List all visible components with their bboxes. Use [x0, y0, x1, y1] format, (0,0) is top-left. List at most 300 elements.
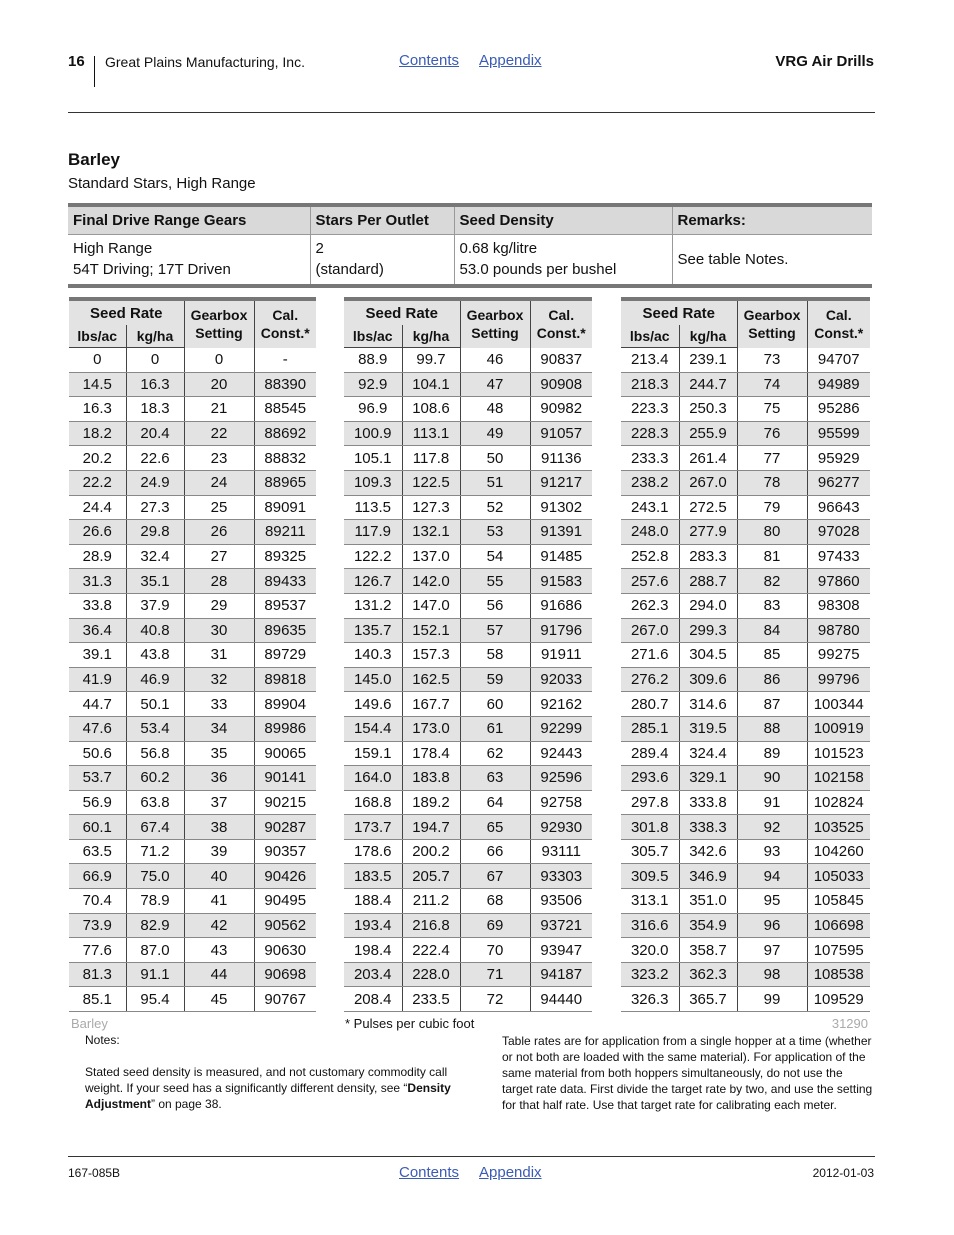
table-row: [69, 716, 316, 741]
table-cell: 63.8: [126, 790, 184, 815]
table-row: [69, 790, 316, 815]
hopper-note: Table rates are for application from a single hopper at a time (whether or not both are loaded with the same material). For application of the same material from both hoppers simultaneously, do not use the target rate data. First divide the target rate by two, and use the setting for that half rate. Use that target rate for calibrating each meter.: [502, 1034, 873, 1112]
table-cell: 244.7: [679, 372, 737, 397]
table-cell: 91217: [530, 470, 592, 495]
table-cell: 28.9: [69, 544, 126, 569]
table-cell: 159.1: [344, 741, 402, 766]
setting-label: Setting: [195, 325, 243, 342]
table-row: [621, 692, 870, 717]
stars-count: 2: [315, 240, 324, 257]
table-row: [69, 593, 316, 618]
table-row: [69, 421, 316, 446]
table-cell: 92930: [530, 815, 592, 840]
table-cell: 233.3: [621, 446, 679, 471]
table-cell: 316.6: [621, 913, 679, 938]
table-row: [69, 913, 316, 938]
section-subtitle: Standard Stars, High Range: [68, 175, 256, 192]
table-cell: 28: [184, 569, 254, 594]
table-cell: 57: [460, 618, 530, 643]
table-cell: 89537: [254, 593, 316, 618]
table-row: [344, 495, 592, 520]
table-row: [69, 470, 316, 495]
table-cell: 267.0: [621, 618, 679, 643]
table-cell: 68: [460, 889, 530, 914]
final-drive-gears: 54T Driving; 17T Driven: [73, 261, 231, 278]
table-cell: 99.7: [402, 348, 460, 373]
table-row: [621, 544, 870, 569]
table-cell: 200.2: [402, 839, 460, 864]
page-number: 16: [68, 53, 85, 70]
table-cell: 167.7: [402, 692, 460, 717]
table-cell: 24.9: [126, 470, 184, 495]
stars-cell: [310, 235, 454, 287]
table-cell: 43: [184, 938, 254, 963]
table-cell: 34: [184, 716, 254, 741]
table-cell: 89433: [254, 569, 316, 594]
table-row: [621, 962, 870, 987]
table-cell: 56.9: [69, 790, 126, 815]
table-cell: 223.3: [621, 397, 679, 422]
table-row: [344, 864, 592, 889]
table-cell: 277.9: [679, 520, 737, 545]
table-cell: 33: [184, 692, 254, 717]
table-cell: 91136: [530, 446, 592, 471]
table-cell: 108538: [807, 962, 870, 987]
table-cell: 305.7: [621, 839, 679, 864]
header-remarks: Remarks:: [672, 205, 872, 235]
table-row: [344, 667, 592, 692]
table-cell: 45: [184, 987, 254, 1012]
table-row: [69, 569, 316, 594]
contents-link[interactable]: Contents: [399, 52, 460, 69]
table-cell: 105.1: [344, 446, 402, 471]
table-cell: 83: [737, 593, 807, 618]
lbs-ac-header: lbs/ac: [621, 325, 679, 348]
table-cell: 97433: [807, 544, 870, 569]
table-cell: 79: [737, 495, 807, 520]
table-cell: 97028: [807, 520, 870, 545]
table-row: [69, 348, 316, 373]
table-cell: 88.9: [344, 348, 402, 373]
table-cell: 93506: [530, 889, 592, 914]
table-cell: 96: [737, 913, 807, 938]
table-cell: 32: [184, 667, 254, 692]
table-cell: 117.8: [402, 446, 460, 471]
table-cell: 0: [126, 348, 184, 373]
table-cell: 188.4: [344, 889, 402, 914]
seed-rate-table-1: [69, 297, 316, 1012]
table-cell: 314.6: [679, 692, 737, 717]
table-cell: 50.6: [69, 741, 126, 766]
table-row: [621, 716, 870, 741]
table-row: [69, 839, 316, 864]
table-row: [621, 790, 870, 815]
table-cell: 89635: [254, 618, 316, 643]
remarks-cell: See table Notes.: [672, 235, 872, 287]
table-cell: 90065: [254, 741, 316, 766]
table-cell: 189.2: [402, 790, 460, 815]
table-cell: 92162: [530, 692, 592, 717]
density-note-page: ” on page 38.: [151, 1097, 222, 1111]
table-cell: 142.0: [402, 569, 460, 594]
table-cell: 262.3: [621, 593, 679, 618]
table-cell: 285.1: [621, 716, 679, 741]
lbs-ac-header: lbs/ac: [69, 325, 126, 348]
table-cell: 62: [460, 741, 530, 766]
table-cell: 21: [184, 397, 254, 422]
table-row: [621, 766, 870, 791]
table-row: [69, 889, 316, 914]
appendix-link[interactable]: Appendix: [479, 52, 542, 69]
table-cell: 218.3: [621, 372, 679, 397]
table-row: [344, 544, 592, 569]
table-cell: 35: [184, 741, 254, 766]
table-cell: 78: [737, 470, 807, 495]
setting-label: Setting: [471, 325, 519, 342]
table-cell: 95599: [807, 421, 870, 446]
table-cell: 30: [184, 618, 254, 643]
table-cell: 95: [737, 889, 807, 914]
table-cell: 211.2: [402, 889, 460, 914]
table-cell: 71: [460, 962, 530, 987]
table-row: [621, 495, 870, 520]
table-cell: 91796: [530, 618, 592, 643]
table-cell: 239.1: [679, 348, 737, 373]
table-cell: 294.0: [679, 593, 737, 618]
table-cell: 56: [460, 593, 530, 618]
table-cell: 95286: [807, 397, 870, 422]
table-cell: 94187: [530, 962, 592, 987]
table-cell: 126.7: [344, 569, 402, 594]
table-cell: 25: [184, 495, 254, 520]
table-cell: 46.9: [126, 667, 184, 692]
table-cell: 0: [69, 348, 126, 373]
table-cell: 89: [737, 741, 807, 766]
table-cell: 99796: [807, 667, 870, 692]
table-cell: 39: [184, 839, 254, 864]
seed-rate-table-3: [621, 297, 870, 1012]
table-cell: 208.4: [344, 987, 402, 1012]
cal-label: Cal.: [825, 307, 852, 324]
const-label: Const.*: [260, 325, 310, 342]
table-cell: 93: [737, 839, 807, 864]
table-cell: 92443: [530, 741, 592, 766]
table-cell: 102158: [807, 766, 870, 791]
footer-appendix-link[interactable]: Appendix: [479, 1164, 542, 1181]
table-row: [344, 692, 592, 717]
table-cell: 89986: [254, 716, 316, 741]
table-cell: 67.4: [126, 815, 184, 840]
table-cell: 24: [184, 470, 254, 495]
table-cell: 90982: [530, 397, 592, 422]
table-row: [621, 913, 870, 938]
table-cell: 16.3: [69, 397, 126, 422]
table-cell: 90562: [254, 913, 316, 938]
table-row: [621, 938, 870, 963]
table-cell: 319.5: [679, 716, 737, 741]
table-cell: 98308: [807, 593, 870, 618]
table-cell: 193.4: [344, 913, 402, 938]
table-cell: 88545: [254, 397, 316, 422]
density-note-text: Stated seed density is measured, and not customary commodity call weight. If your seed has a significantly different density, see “: [85, 1065, 448, 1095]
gearbox-label: Gearbox: [190, 307, 248, 324]
table-cell: 24.4: [69, 495, 126, 520]
table-cell: 233.5: [402, 987, 460, 1012]
table-row: [621, 618, 870, 643]
table-cell: 90908: [530, 372, 592, 397]
table-cell: 37: [184, 790, 254, 815]
table-cell: 101523: [807, 741, 870, 766]
table-cell: 323.2: [621, 962, 679, 987]
density-adjustment-ref: Density Adjustment: [85, 1081, 451, 1111]
table-cell: 48: [460, 397, 530, 422]
table-cell: 320.0: [621, 938, 679, 963]
table-cell: 96277: [807, 470, 870, 495]
table-cell: 93721: [530, 913, 592, 938]
table-cell: 78.9: [126, 889, 184, 914]
table-row: [69, 372, 316, 397]
lbs-ac-header: lbs/ac: [344, 325, 402, 348]
table-row: [344, 938, 592, 963]
table-cell: 132.1: [402, 520, 460, 545]
table-cell: 338.3: [679, 815, 737, 840]
table-row: [69, 520, 316, 545]
drive-info-table: [68, 203, 872, 288]
table-cell: 93303: [530, 864, 592, 889]
seed-rate-header: Seed Rate: [344, 299, 460, 325]
table-cell: 50.1: [126, 692, 184, 717]
table-cell: 90357: [254, 839, 316, 864]
table-cell: 99: [737, 987, 807, 1012]
table-cell: 81.3: [69, 962, 126, 987]
table-row: [621, 372, 870, 397]
table-cell: 23: [184, 446, 254, 471]
table-cell: 43.8: [126, 643, 184, 668]
table-row: [621, 987, 870, 1012]
table-cell: 164.0: [344, 766, 402, 791]
table-cell: 26: [184, 520, 254, 545]
table-row: [621, 593, 870, 618]
table-row: [69, 544, 316, 569]
table-cell: 22: [184, 421, 254, 446]
table-row: [69, 815, 316, 840]
table-cell: 99275: [807, 643, 870, 668]
table-cell: 77: [737, 446, 807, 471]
table-cell: 92596: [530, 766, 592, 791]
table-row: [344, 815, 592, 840]
table-cell: 228.3: [621, 421, 679, 446]
table-cell: 358.7: [679, 938, 737, 963]
product-name: VRG Air Drills: [775, 53, 874, 70]
kg-ha-header: kg/ha: [126, 325, 184, 348]
table-cell: 100344: [807, 692, 870, 717]
table-cell: 40.8: [126, 618, 184, 643]
table-cell: 82: [737, 569, 807, 594]
table-row: [621, 643, 870, 668]
table-cell: 53.4: [126, 716, 184, 741]
table-cell: 88832: [254, 446, 316, 471]
table-cell: 77.6: [69, 938, 126, 963]
table-cell: 149.6: [344, 692, 402, 717]
table-cell: 309.6: [679, 667, 737, 692]
footer-contents-link[interactable]: Contents: [399, 1164, 460, 1181]
table-cell: 105033: [807, 864, 870, 889]
header-stars: Stars Per Outlet: [310, 205, 454, 235]
table-cell: 90630: [254, 938, 316, 963]
table-cell: 85.1: [69, 987, 126, 1012]
table-cell: 89729: [254, 643, 316, 668]
table-cell: 183.5: [344, 864, 402, 889]
table-cell: 122.5: [402, 470, 460, 495]
table-cell: 89818: [254, 667, 316, 692]
table-cell: 89904: [254, 692, 316, 717]
table-cell: 70: [460, 938, 530, 963]
table-cell: 90141: [254, 766, 316, 791]
table-cell: 297.8: [621, 790, 679, 815]
table-row: [621, 421, 870, 446]
table-cell: 33.8: [69, 593, 126, 618]
table-cell: 113.5: [344, 495, 402, 520]
table-cell: 288.7: [679, 569, 737, 594]
table-cell: 147.0: [402, 593, 460, 618]
table-cell: 324.4: [679, 741, 737, 766]
table-cell: 31: [184, 643, 254, 668]
table-cell: 60.1: [69, 815, 126, 840]
table-row: [69, 938, 316, 963]
gearbox-setting-header: [737, 299, 807, 348]
table-row: [344, 987, 592, 1012]
table-cell: 31.3: [69, 569, 126, 594]
table-cell: 362.3: [679, 962, 737, 987]
table-cell: 88390: [254, 372, 316, 397]
table-cell: 90215: [254, 790, 316, 815]
kg-ha-header: kg/ha: [679, 325, 737, 348]
cal-label: Cal.: [272, 307, 299, 324]
table-cell: 26.6: [69, 520, 126, 545]
table-cell: 342.6: [679, 839, 737, 864]
table-cell: 58: [460, 643, 530, 668]
table-cell: 100.9: [344, 421, 402, 446]
header-rule: [68, 112, 875, 113]
table-cell: 304.5: [679, 643, 737, 668]
table-row: [344, 348, 592, 373]
table-cell: 216.8: [402, 913, 460, 938]
density-imperial: 53.0 pounds per bushel: [459, 261, 617, 278]
table-cell: 29.8: [126, 520, 184, 545]
table-cell: 137.0: [402, 544, 460, 569]
table-cell: 63: [460, 766, 530, 791]
table-row: [621, 470, 870, 495]
table-cell: 90287: [254, 815, 316, 840]
table-row: [621, 348, 870, 373]
table-cell: 16.3: [126, 372, 184, 397]
table-cell: 88965: [254, 470, 316, 495]
table-cell: 70.4: [69, 889, 126, 914]
table-cell: 326.3: [621, 987, 679, 1012]
table-footer-label: Barley: [71, 1016, 108, 1031]
document-code: 167-085B: [68, 1166, 121, 1180]
table-cell: 261.4: [679, 446, 737, 471]
table-row: [344, 962, 592, 987]
table-cell: 168.8: [344, 790, 402, 815]
table-cell: 95929: [807, 446, 870, 471]
table-row: [344, 618, 592, 643]
table-row: [344, 569, 592, 594]
table-cell: 54: [460, 544, 530, 569]
table-cell: 96.9: [344, 397, 402, 422]
density-cell: [454, 235, 672, 287]
table-cell: 50: [460, 446, 530, 471]
header-final-drive: Final Drive Range Gears: [68, 205, 310, 235]
table-cell: 27: [184, 544, 254, 569]
table-cell: 109529: [807, 987, 870, 1012]
table-cell: 55: [460, 569, 530, 594]
table-cell: 106698: [807, 913, 870, 938]
table-cell: 94707: [807, 348, 870, 373]
table-cell: 178.6: [344, 839, 402, 864]
table-cell: 117.9: [344, 520, 402, 545]
table-cell: 59: [460, 667, 530, 692]
table-cell: 91: [737, 790, 807, 815]
table-cell: 90: [737, 766, 807, 791]
table-cell: 56.8: [126, 741, 184, 766]
table-cell: 66.9: [69, 864, 126, 889]
table-cell: 60: [460, 692, 530, 717]
table-cell: 243.1: [621, 495, 679, 520]
table-row: [621, 815, 870, 840]
table-footnote: * Pulses per cubic foot: [345, 1016, 475, 1031]
table-cell: 35.1: [126, 569, 184, 594]
table-cell: 76: [737, 421, 807, 446]
table-cell: 354.9: [679, 913, 737, 938]
table-cell: 67: [460, 864, 530, 889]
table-cell: 98: [737, 962, 807, 987]
table-cell: 91057: [530, 421, 592, 446]
cal-const-header: [807, 299, 870, 348]
table-cell: 255.9: [679, 421, 737, 446]
table-cell: 22.2: [69, 470, 126, 495]
table-cell: 66: [460, 839, 530, 864]
table-cell: 173.7: [344, 815, 402, 840]
table-cell: 53.7: [69, 766, 126, 791]
table-cell: 333.8: [679, 790, 737, 815]
table-cell: 41: [184, 889, 254, 914]
table-cell: 18.3: [126, 397, 184, 422]
table-cell: 152.1: [402, 618, 460, 643]
table-cell: 205.7: [402, 864, 460, 889]
table-cell: 91583: [530, 569, 592, 594]
table-cell: 299.3: [679, 618, 737, 643]
table-cell: 92758: [530, 790, 592, 815]
table-cell: 198.4: [344, 938, 402, 963]
table-cell: 84: [737, 618, 807, 643]
table-cell: 289.4: [621, 741, 679, 766]
table-cell: 14.5: [69, 372, 126, 397]
section-title: Barley: [68, 150, 120, 169]
gearbox-setting-header: [460, 299, 530, 348]
table-cell: 104260: [807, 839, 870, 864]
table-row: [344, 446, 592, 471]
table-row: [621, 520, 870, 545]
table-cell: 131.2: [344, 593, 402, 618]
document-date: 2012-01-03: [812, 1166, 874, 1180]
table-cell: 52: [460, 495, 530, 520]
table-row: [344, 741, 592, 766]
table-cell: 267.0: [679, 470, 737, 495]
table-cell: 81: [737, 544, 807, 569]
table-cell: 105845: [807, 889, 870, 914]
table-row: [344, 520, 592, 545]
